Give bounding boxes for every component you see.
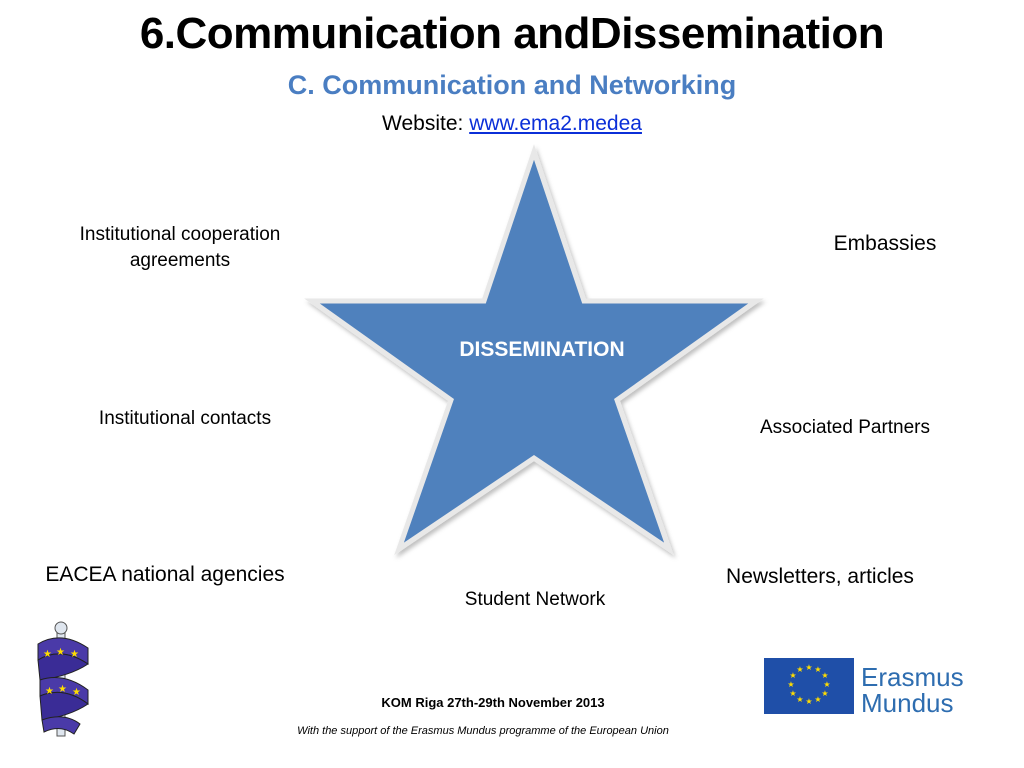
- footer-support: With the support of the Erasmus Mundus programme of the European Union: [297, 725, 669, 737]
- svg-text:★: ★: [45, 686, 54, 697]
- page-title: 6.Communication andDissemination: [139, 9, 885, 58]
- page-subtitle: C. Communication and Networking: [287, 70, 737, 100]
- svg-text:★: ★: [805, 697, 813, 706]
- star-center-label: DISSEMINATION: [459, 338, 625, 361]
- node-associated-partners: Associated Partners: [759, 417, 931, 438]
- svg-text:★: ★: [814, 695, 822, 704]
- svg-text:★: ★: [789, 689, 797, 698]
- svg-text:★: ★: [796, 695, 804, 704]
- svg-text:★: ★: [787, 680, 795, 689]
- svg-text:★: ★: [821, 671, 829, 680]
- node-embassies: Embassies: [833, 232, 937, 255]
- svg-text:★: ★: [58, 684, 67, 695]
- node-institutional-contacts: Institutional contacts: [98, 408, 272, 429]
- ema2-medea-logo: [30, 620, 94, 738]
- svg-text:★: ★: [814, 665, 822, 674]
- footer-event: KOM Riga 27th-29th November 2013: [381, 695, 605, 710]
- svg-text:★: ★: [805, 663, 813, 672]
- node-newsletters-articles: Newsletters, articles: [726, 565, 914, 588]
- svg-text:★: ★: [70, 649, 79, 660]
- svg-text:★: ★: [56, 647, 65, 658]
- svg-text:★: ★: [43, 649, 52, 660]
- node-student-network: Student Network: [464, 589, 606, 610]
- svg-text:★: ★: [72, 687, 81, 698]
- website-label: Website:: [382, 112, 470, 135]
- svg-text:★: ★: [796, 665, 804, 674]
- erasmus-logo-text-1: Erasmus: [861, 662, 964, 692]
- svg-text:★: ★: [823, 680, 831, 689]
- svg-text:★: ★: [789, 671, 797, 680]
- website-link[interactable]: www.ema2.medea: [469, 112, 642, 135]
- node-institutional-cooperation: Institutional cooperation agreements: [79, 224, 281, 271]
- node-eacea-national-agencies: EACEA national agencies: [45, 563, 285, 586]
- erasmus-logo-text-2: Mundus: [861, 688, 954, 718]
- svg-text:★: ★: [821, 689, 829, 698]
